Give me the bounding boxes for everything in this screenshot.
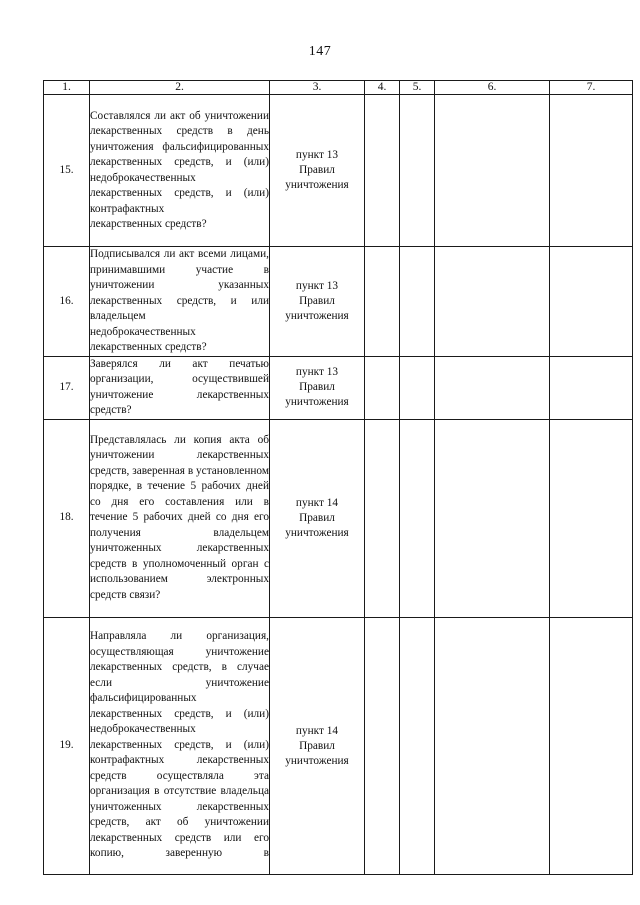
reference-cell bbox=[270, 617, 365, 874]
reference-point: пункт 14 bbox=[295, 725, 339, 737]
answer-cell-7 bbox=[550, 617, 633, 874]
reference-rules: Правил bbox=[299, 511, 335, 524]
question-text-last: недоброкачественных лекарственных средств? bbox=[90, 325, 207, 353]
answer-cell-6 bbox=[435, 356, 550, 419]
reference-cell bbox=[270, 356, 365, 419]
reference-rules: Правил bbox=[299, 381, 335, 393]
reference-rules: Правил bbox=[299, 740, 335, 752]
table-row bbox=[44, 247, 633, 357]
question-text-last: лекарственных средств? bbox=[90, 218, 207, 230]
header-col-5: 5. bbox=[400, 81, 435, 95]
answer-cell-4 bbox=[365, 356, 400, 419]
row-number: 17. bbox=[44, 356, 90, 419]
question-cell bbox=[90, 356, 270, 419]
header-col-3: 3. bbox=[270, 81, 365, 95]
reference-destruction: уничтожения bbox=[285, 396, 349, 408]
answer-cell-6 bbox=[435, 419, 550, 617]
question-cell bbox=[90, 95, 270, 247]
table-row bbox=[44, 356, 633, 419]
header-col-1: 1. bbox=[44, 81, 90, 95]
answer-cell-7 bbox=[550, 356, 633, 419]
header-col-2: 2. bbox=[90, 81, 270, 95]
answer-cell-5 bbox=[400, 95, 435, 247]
reference-rules: Правил bbox=[299, 294, 335, 307]
inspection-table bbox=[43, 80, 633, 875]
table-row bbox=[44, 95, 633, 247]
question-text: Представлялась ли копия акта об уничтожении лекарственных средств, заверенная в установленном порядке, в течение 5 рабочих дней со дня его составления или в течение 5 рабочих дней со дня его получения владельцем уничтоженных лекарственных средств в уполномоченный орган с использованием электронных bbox=[90, 433, 269, 586]
answer-cell-7 bbox=[550, 419, 633, 617]
question-text-last: средств связи? bbox=[90, 588, 161, 601]
header-col-6: 6. bbox=[435, 81, 550, 95]
table-row bbox=[44, 617, 633, 874]
answer-cell-4 bbox=[365, 95, 400, 247]
header-col-4: 4. bbox=[365, 81, 400, 95]
answer-cell-4 bbox=[365, 419, 400, 617]
reference-point: пункт 13 bbox=[295, 366, 339, 378]
table-row bbox=[44, 419, 633, 617]
question-cell bbox=[90, 617, 270, 874]
reference-cell bbox=[270, 247, 365, 357]
reference-destruction: уничтожения bbox=[285, 309, 349, 322]
question-text: Направляла ли организация, осуществляющая уничтожение лекарственных средств, в случае если уничтожение фальсифицированных лекарственных средств, и (или) недоброкачественных лекарственных средств, и (или) контрафактных лекарственных средств осуществляла эта организация в отсутствие владельца уничтоженных лекарственных средств, акт об уничтожении лекарственных средств или его копию, заверенную в bbox=[90, 630, 269, 860]
answer-cell-7 bbox=[550, 247, 633, 357]
reference-point: пункт 14 bbox=[295, 496, 339, 509]
answer-cell-5 bbox=[400, 356, 435, 419]
header-col-7: 7. bbox=[550, 81, 633, 95]
answer-cell-5 bbox=[400, 617, 435, 874]
reference-destruction: уничтожения bbox=[285, 755, 349, 767]
answer-cell-5 bbox=[400, 247, 435, 357]
row-number: 18. bbox=[44, 419, 90, 617]
question-cell bbox=[90, 419, 270, 617]
question-text-last: средств? bbox=[90, 404, 132, 416]
reference-destruction: уничтожения bbox=[285, 526, 349, 539]
answer-cell-6 bbox=[435, 247, 550, 357]
answer-cell-4 bbox=[365, 617, 400, 874]
reference-rules: Правил bbox=[299, 164, 335, 176]
table-header-row bbox=[44, 81, 633, 95]
row-number: 15. bbox=[44, 95, 90, 247]
reference-point: пункт 13 bbox=[295, 149, 339, 161]
reference-point: пункт 13 bbox=[295, 279, 339, 292]
answer-cell-7 bbox=[550, 95, 633, 247]
row-number: 16. bbox=[44, 247, 90, 357]
question-text: Заверялся ли акт печатью организации, осуществившей уничтожение лекарственных bbox=[90, 357, 269, 401]
row-number: 19. bbox=[44, 617, 90, 874]
answer-cell-4 bbox=[365, 247, 400, 357]
question-cell bbox=[90, 247, 270, 357]
question-text: Подписывался ли акт всеми лицами, принимавшими участие в уничтожении указанных лекарственных средств, и или владельцем bbox=[90, 248, 269, 322]
answer-cell-6 bbox=[435, 617, 550, 874]
answer-cell-5 bbox=[400, 419, 435, 617]
page-number: 147 bbox=[308, 44, 332, 59]
answer-cell-6 bbox=[435, 95, 550, 247]
question-text: Составлялся ли акт об уничтожении лекарственных средств в день уничтожения фальсифицированных лекарственных средств, и (или) недоброкачественных лекарственных средств, и (или) контрафактных bbox=[90, 109, 269, 215]
reference-cell bbox=[270, 419, 365, 617]
reference-destruction: уничтожения bbox=[285, 179, 349, 191]
reference-cell bbox=[270, 95, 365, 247]
